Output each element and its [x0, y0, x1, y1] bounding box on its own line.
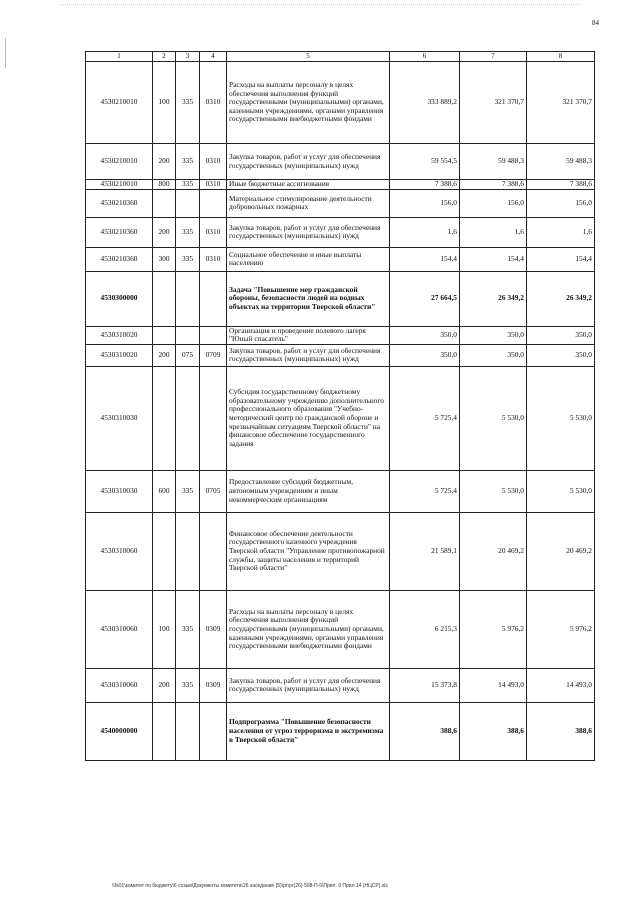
row-name-cell: Расходы на выплаты персоналу в целях обеспечения выполнения функций государственными (муниципальными) органами, казенными учреждениями, органами управления государственными внебюджетными фондами [227, 590, 390, 668]
row-section-cell: 0310 [200, 62, 227, 144]
row-expense-type-cell [153, 702, 176, 760]
scan-noise-line [60, 4, 580, 6]
row-code-cell: 4530210010 [86, 144, 153, 180]
row-code-cell: 4530310030 [86, 470, 153, 512]
table-row [86, 217, 595, 247]
row-name-cell: Предоставление субсидий бюджетным, автономным учреждениям и иным некоммерческим организациям [227, 470, 390, 512]
row-ministry-cell: 335 [176, 247, 200, 271]
column-header: 6 [390, 52, 460, 62]
row-section-cell [200, 366, 227, 470]
row-code-cell: 4530310060 [86, 512, 153, 590]
row-expense-type-cell [153, 512, 176, 590]
row-ministry-cell [176, 189, 200, 217]
row-section-cell: 0310 [200, 144, 227, 180]
row-name-cell: Закупка товаров, работ и услуг для обеспечения государственных (муниципальных) нужд [227, 144, 390, 180]
table-header-row [86, 52, 595, 62]
row-name-cell: Расходы на выплаты персоналу в целях обеспечения выполнения функций государственными (муниципальными) органами, казенными учреждениями, органами управления государственными внебюджетными фондами [227, 62, 390, 144]
row-ministry-cell [176, 366, 200, 470]
table-row [86, 702, 595, 760]
row-value-cell: 59 488,3 [460, 144, 527, 180]
table-row [86, 144, 595, 180]
row-value-cell: 5 530,0 [527, 470, 595, 512]
row-expense-type-cell: 100 [153, 590, 176, 668]
row-expense-type-cell [153, 271, 176, 326]
row-expense-type-cell: 200 [153, 668, 176, 702]
table-row [86, 189, 595, 217]
row-value-cell: 27 664,5 [390, 271, 460, 326]
row-value-cell: 350,0 [390, 326, 460, 344]
row-expense-type-cell: 100 [153, 62, 176, 144]
row-expense-type-cell: 600 [153, 470, 176, 512]
row-value-cell: 26 349,2 [460, 271, 527, 326]
row-value-cell: 7 388,6 [460, 180, 527, 190]
row-ministry-cell [176, 702, 200, 760]
row-code-cell: 4530310060 [86, 668, 153, 702]
row-name-cell: Материальное стимулирование деятельности добровольных пожарных [227, 189, 390, 217]
row-value-cell: 5 725,4 [390, 470, 460, 512]
row-ministry-cell: 335 [176, 470, 200, 512]
row-ministry-cell: 075 [176, 344, 200, 366]
row-value-cell: 20 469,2 [460, 512, 527, 590]
column-header: 5 [227, 52, 390, 62]
row-name-cell: Подпрограмма "Повышение безопасности населения от угроз терроризма и экстремизма в Тверской области" [227, 702, 390, 760]
row-code-cell: 4530310020 [86, 344, 153, 366]
row-expense-type-cell: 300 [153, 247, 176, 271]
row-expense-type-cell [153, 189, 176, 217]
column-header: 4 [200, 52, 227, 62]
row-section-cell: 0709 [200, 344, 227, 366]
table-row [86, 366, 595, 470]
row-expense-type-cell: 200 [153, 144, 176, 180]
column-header: 2 [153, 52, 176, 62]
row-value-cell: 5 530,0 [460, 366, 527, 470]
row-value-cell: 21 589,1 [390, 512, 460, 590]
row-value-cell: 333 889,2 [390, 62, 460, 144]
row-code-cell: 4530310030 [86, 366, 153, 470]
row-expense-type-cell: 800 [153, 180, 176, 190]
row-code-cell: 4530210360 [86, 189, 153, 217]
row-code-cell: 4530310060 [86, 590, 153, 668]
row-code-cell: 4530210010 [86, 62, 153, 144]
row-section-cell [200, 512, 227, 590]
row-value-cell: 26 349,2 [527, 271, 595, 326]
row-expense-type-cell: 200 [153, 344, 176, 366]
row-value-cell: 350,0 [527, 344, 595, 366]
row-name-cell: Финансовое обеспечение деятельности государственного казенного учреждения Тверской области "Управление противопожарной службы, защиты населения и территорий Тверской области" [227, 512, 390, 590]
row-value-cell: 59 488,3 [527, 144, 595, 180]
row-value-cell: 156,0 [390, 189, 460, 217]
row-section-cell [200, 326, 227, 344]
row-ministry-cell: 335 [176, 144, 200, 180]
row-value-cell: 388,6 [527, 702, 595, 760]
table-row [86, 271, 595, 326]
row-value-cell: 5 976,2 [460, 590, 527, 668]
row-value-cell: 1,6 [460, 217, 527, 247]
row-value-cell: 5 976,2 [527, 590, 595, 668]
row-name-cell: Задача "Повышение мер гражданской обороны, безопасности людей на водных объектах на территории Тверской области" [227, 271, 390, 326]
row-ministry-cell [176, 271, 200, 326]
row-value-cell: 6 215,3 [390, 590, 460, 668]
row-value-cell: 1,6 [390, 217, 460, 247]
row-code-cell: 4530210360 [86, 217, 153, 247]
row-ministry-cell [176, 326, 200, 344]
row-name-cell: Иные бюджетные ассигнования [227, 180, 390, 190]
row-section-cell: 0705 [200, 470, 227, 512]
row-code-cell: 4530310020 [86, 326, 153, 344]
row-value-cell: 7 388,6 [390, 180, 460, 190]
row-value-cell: 14 493,0 [460, 668, 527, 702]
row-value-cell: 5 530,0 [527, 366, 595, 470]
row-ministry-cell: 335 [176, 180, 200, 190]
row-section-cell [200, 189, 227, 217]
row-name-cell: Субсидия государственному бюджетному образовательному учреждению дополнительного профессионального образования "Учебно-методический центр по гражданской обороне и чрезвычайным ситуациям Тверской области" на финансовое обеспечение государственного задания [227, 366, 390, 470]
row-expense-type-cell: 200 [153, 217, 176, 247]
table-row [86, 326, 595, 344]
row-value-cell: 350,0 [527, 326, 595, 344]
row-name-cell: Социальное обеспечение и иные выплаты населению [227, 247, 390, 271]
row-value-cell: 59 554,5 [390, 144, 460, 180]
row-expense-type-cell [153, 326, 176, 344]
row-value-cell: 350,0 [390, 344, 460, 366]
file-path-footer: \\fs01\комитет по бюджету\6 созыв\Документы комитета\26 заседание (5)\рг\рг(26) 508-П-6\Прил. 9 Прил.14 (НЦСР).xls [112, 883, 388, 889]
row-section-cell: 0309 [200, 590, 227, 668]
row-name-cell: Организация и проведение полевого лагеря "Юный спасатель" [227, 326, 390, 344]
row-value-cell: 350,0 [460, 344, 527, 366]
row-section-cell: 0309 [200, 668, 227, 702]
row-ministry-cell: 335 [176, 217, 200, 247]
row-value-cell: 154,4 [527, 247, 595, 271]
table-row [86, 247, 595, 271]
budget-table [85, 51, 595, 761]
row-name-cell: Закупка товаров, работ и услуг для обеспечения государственных (муниципальных) нужд [227, 344, 390, 366]
row-section-cell: 0310 [200, 247, 227, 271]
binder-mark [5, 38, 6, 68]
row-section-cell: 0310 [200, 217, 227, 247]
table-row [86, 62, 595, 144]
row-value-cell: 156,0 [527, 189, 595, 217]
row-ministry-cell: 335 [176, 590, 200, 668]
table-row [86, 590, 595, 668]
row-code-cell: 4540000000 [86, 702, 153, 760]
row-ministry-cell: 335 [176, 62, 200, 144]
table-row [86, 470, 595, 512]
column-header: 3 [176, 52, 200, 62]
row-name-cell: Закупка товаров, работ и услуг для обеспечения государственных (муниципальных) нужд [227, 217, 390, 247]
row-name-cell: Закупка товаров, работ и услуг для обеспечения государственных (муниципальных) нужд [227, 668, 390, 702]
row-code-cell: 4530210360 [86, 247, 153, 271]
row-section-cell [200, 271, 227, 326]
row-value-cell: 15 373,8 [390, 668, 460, 702]
row-value-cell: 5 530,0 [460, 470, 527, 512]
row-ministry-cell: 335 [176, 668, 200, 702]
page-number: 84 [592, 19, 599, 27]
row-value-cell: 154,4 [390, 247, 460, 271]
row-value-cell: 321 370,7 [527, 62, 595, 144]
row-value-cell: 154,4 [460, 247, 527, 271]
table-row [86, 344, 595, 366]
row-code-cell: 4530210010 [86, 180, 153, 190]
row-value-cell: 14 493,0 [527, 668, 595, 702]
row-value-cell: 388,6 [390, 702, 460, 760]
row-value-cell: 350,0 [460, 326, 527, 344]
row-code-cell: 4530300000 [86, 271, 153, 326]
row-value-cell: 321 370,7 [460, 62, 527, 144]
row-value-cell: 5 725,4 [390, 366, 460, 470]
row-value-cell: 388,6 [460, 702, 527, 760]
table-row [86, 180, 595, 190]
table-row [86, 668, 595, 702]
row-value-cell: 1,6 [527, 217, 595, 247]
row-expense-type-cell [153, 366, 176, 470]
row-value-cell: 7 388,6 [527, 180, 595, 190]
row-ministry-cell [176, 512, 200, 590]
column-header: 8 [527, 52, 595, 62]
column-header: 7 [460, 52, 527, 62]
row-section-cell: 0310 [200, 180, 227, 190]
row-value-cell: 20 469,2 [527, 512, 595, 590]
row-section-cell [200, 702, 227, 760]
table-row [86, 512, 595, 590]
row-value-cell: 156,0 [460, 189, 527, 217]
column-header: 1 [86, 52, 153, 62]
